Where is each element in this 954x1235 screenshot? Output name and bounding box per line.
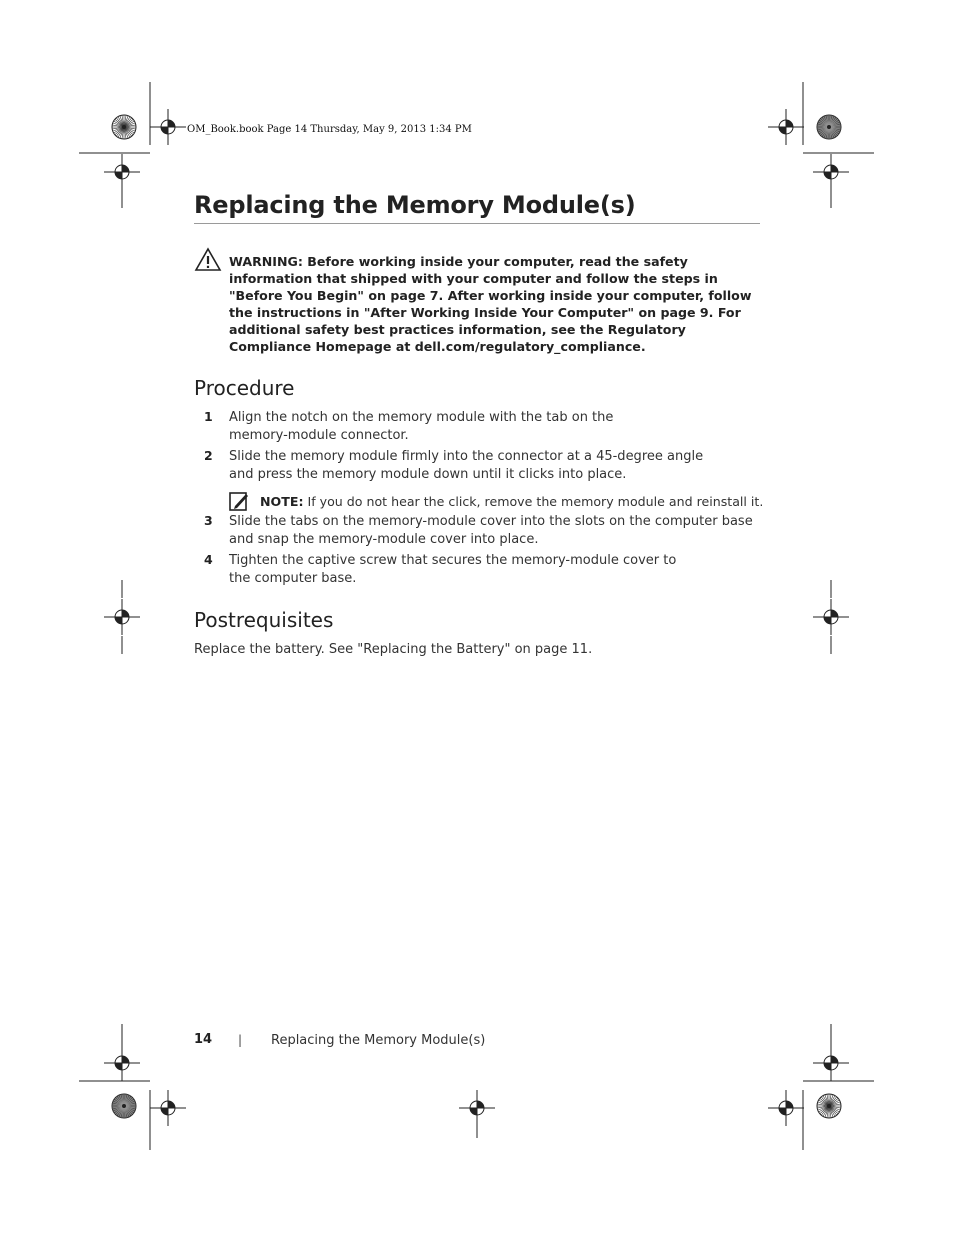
step-number: 1 [204,409,213,424]
note-text [260,493,763,510]
star-target-center [122,125,126,129]
step-line: and snap the memory-module cover into place. [229,531,539,547]
title-rule [194,223,760,224]
procedure-heading: Procedure [194,376,295,400]
footer-separator: | [238,1033,243,1047]
footer-section-title: Replacing the Memory Module(s) [271,1033,486,1048]
page-title: Replacing the Memory Module(s) [194,191,636,219]
star-target-center [827,1104,831,1108]
step-line: memory-module connector. [229,427,409,443]
step-line: the computer base. [229,570,357,586]
print-slug: OM_Book.book Page 14 Thursday, May 9, 2013 1:34 PM [187,124,472,135]
warning-text: WARNING: Before working inside your computer, read the safety information that shipped with your computer and follow the steps in "Before You Begin" on page 7. After working inside your computer, follow the instructions in "After Working Inside Your Computer" on page 9. For additional safety best practices information, see the Regulatory Compliance Homepage at dell.com/regulatory_compliance. [229,254,752,354]
postrequisites-text: Replace the battery. See "Replacing the Battery" on page 11. [194,642,593,657]
step-text [229,552,676,587]
step-text [229,448,703,483]
step-line: Slide the tabs on the memory-module cover into the slots on the computer base [229,514,753,529]
postrequisites-heading: Postrequisites [194,608,334,632]
star-target-center [827,125,831,129]
step-line: Slide the memory module firmly into the connector at a 45-degree angle [229,449,704,464]
star-target-center [122,1104,126,1108]
page-number: 14 [194,1032,213,1047]
step-text [229,409,613,444]
step-text [229,513,753,548]
step-number: 4 [204,552,213,567]
step-line: and press the memory module down until it clicks into place. [229,466,627,482]
step-line: Tighten the captive screw that secures the memory-module cover to [229,553,677,568]
step-line: Align the notch on the memory module with the tab on the [229,410,614,425]
pencil-note-icon [229,490,249,512]
step-number: 3 [204,513,213,528]
warning-triangle-icon [194,247,222,273]
note-label: NOTE: [260,494,304,509]
step-number: 2 [204,448,213,463]
note-body: If you do not hear the click, remove the memory module and reinstall it. [303,494,764,509]
